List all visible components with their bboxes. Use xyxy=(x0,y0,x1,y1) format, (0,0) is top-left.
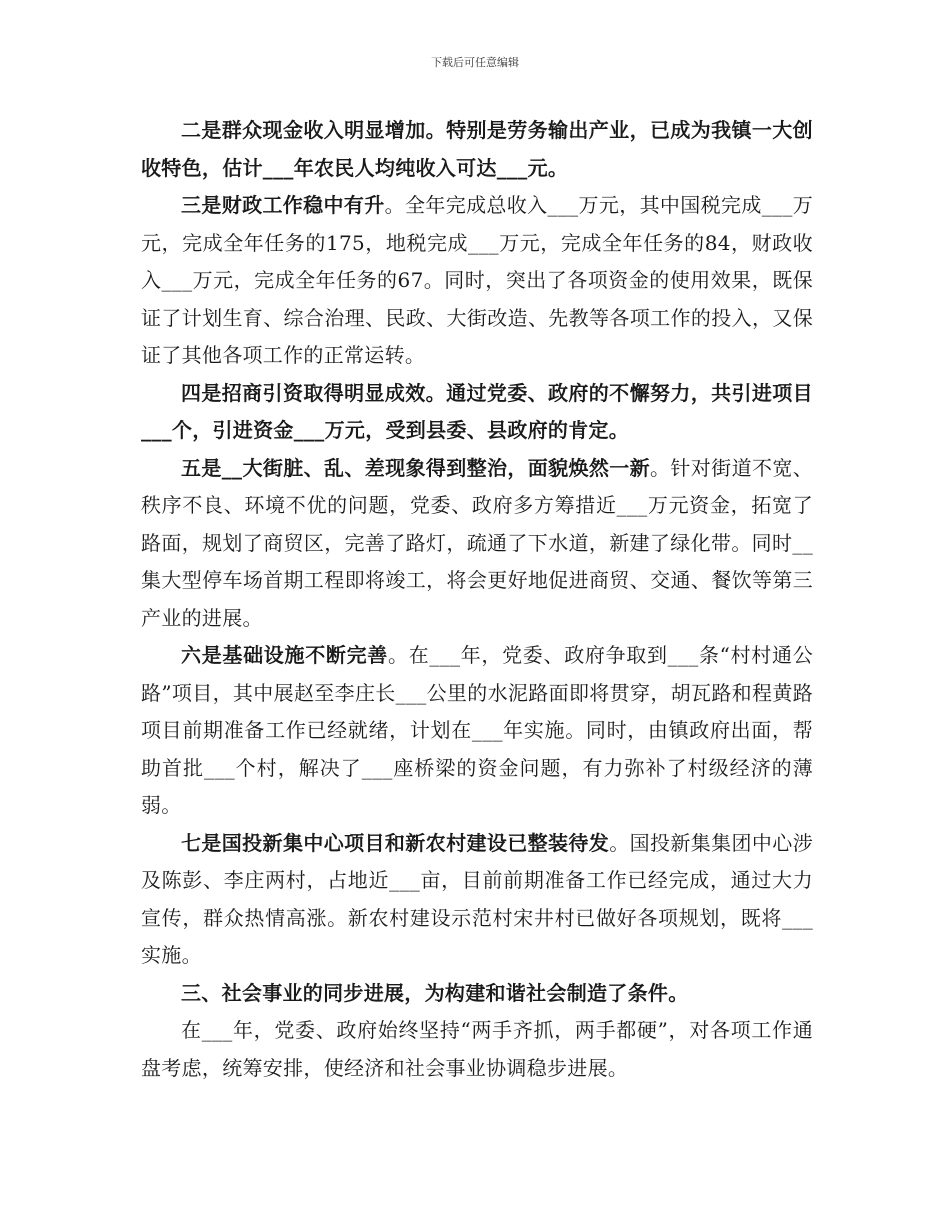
paragraph-street xyxy=(141,450,813,638)
page-header: 下载后可任意编辑 xyxy=(431,56,519,69)
paragraph-text: 。针对街道不宽、秩序不良、环境不优的问题，党委、政府多方筹措近___万元资金，拓宽了路面，规划了商贸区，完善了路灯，疏通了下水道，新建了绿化带。同时__集大型停车场首期工程即将竣工，将会更好地促进商贸、交通、餐饮等第三产业的进展。 xyxy=(141,455,814,630)
paragraph-lead: 三是财政工作稳中有升 xyxy=(181,193,385,217)
paragraph-text: 。在___年，党委、政府争取到___条“村村通公路”项目，其中展赵至李庄长___公里的水泥路面即将贯穿，胡瓦路和程黄路项目前期准备工作已经就绪，计划在___年实施。同时，由镇政府出面，帮助首批___个村，解决了___座桥梁的资金问题，有力弥补了村级经济的薄弱。 xyxy=(141,643,813,817)
paragraph-projects xyxy=(141,825,813,975)
paragraph-text: 。全年完成总收入___万元，其中国税完成___万元，完成全年任务的175，地税完成___万元，完成全年任务的84，财政收入___万元，完成全年任务的67。同时，突出了各项资金的使用效果，既保证了计划生育、综合治理、民政、大街改造、先教等各项工作的投入，又保证了其他各项工作的正常运转。 xyxy=(141,193,814,367)
paragraph-cash-income: 二是群众现金收入明显增加。特别是劳务输出产业，已成为我镇一大创收特色，估计___年农民人均纯收入可达___元。 xyxy=(141,118,813,180)
document-body xyxy=(141,112,813,1087)
paragraph-investment: 四是招商引资取得明显成效。通过党委、政府的不懈努力，共引进项目___个，引进资金___万元，受到县委、县政府的肯定。 xyxy=(141,380,813,442)
paragraph-lead: 六是基础设施不断完善 xyxy=(181,643,388,667)
paragraph-lead: 五是__大街脏、乱、差现象得到整治，面貌焕然一新 xyxy=(181,455,651,480)
paragraph-text: 。国投新集集团中心涉及陈彭、李庄两村，占地近___亩，目前前期准备工作已经完成，通过大力宣传，群众热情高涨。新农村建设示范村宋井村已做好各项规划，既将___实施。 xyxy=(141,830,813,967)
paragraph-coordination: 在___年，党委、政府始终坚持“两手齐抓，两手都硬”，对各项工作通盘考虑，统筹安排，使经济和社会事业协调稳步进展。 xyxy=(141,1018,813,1080)
paragraph-lead: 七是国投新集中心项目和新农村建设已整装待发 xyxy=(181,830,610,855)
paragraph-finance xyxy=(141,187,813,375)
paragraph-infrastructure xyxy=(141,637,813,825)
section-heading-social: 三、社会事业的同步进展，为构建和谐社会制造了条件。 xyxy=(181,980,689,1005)
